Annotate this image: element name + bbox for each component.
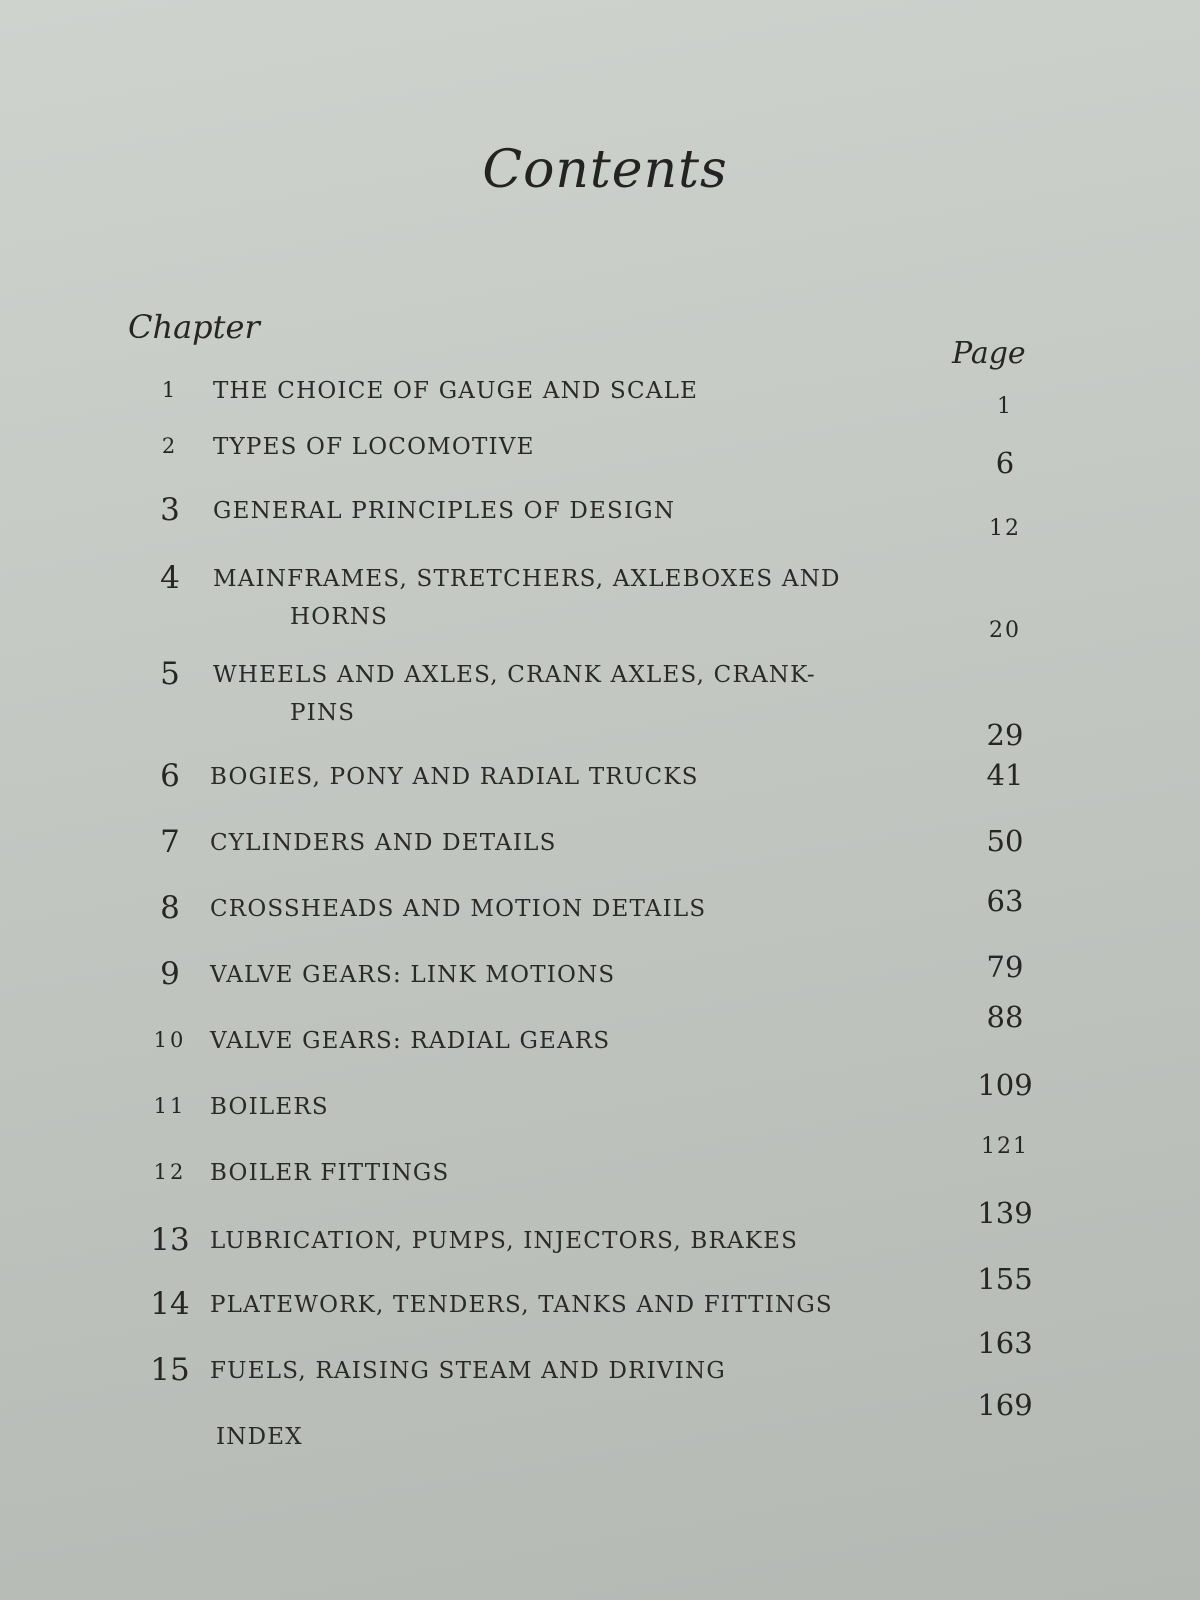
chapter-number: 10: [153, 1028, 187, 1052]
page-number: 41: [986, 758, 1024, 792]
page-number: 121: [981, 1134, 1029, 1159]
chapter-title: VALVE GEARS: LINK MOTIONS: [210, 962, 616, 988]
page-number: 12: [989, 516, 1021, 541]
chapter-title: TYPES OF LOCOMOTIVE: [213, 434, 535, 460]
page-number: 6: [995, 446, 1015, 480]
chapter-title: BOGIES, PONY AND RADIAL TRUCKS: [210, 764, 699, 790]
chapter-number: 15: [150, 1352, 190, 1388]
chapter-title: MAINFRAMES, STRETCHERS, AXLEBOXES AND HORNS: [213, 566, 841, 630]
chapter-title: BOILER FITTINGS: [210, 1160, 450, 1186]
chapter-number: 4: [160, 560, 180, 596]
page-number: 1: [997, 394, 1013, 419]
chapter-number: 5: [160, 656, 180, 692]
chapter-column-heading: Chapter: [128, 308, 260, 346]
page-number: 29: [986, 718, 1024, 752]
page-number: 169: [977, 1388, 1033, 1422]
chapter-number: 3: [160, 492, 180, 528]
page-column-heading: Page: [952, 336, 1026, 371]
page-number: 155: [977, 1262, 1033, 1296]
chapter-title: LUBRICATION, PUMPS, INJECTORS, BRAKES: [210, 1228, 799, 1254]
page-number: 50: [986, 824, 1024, 858]
chapter-title: THE CHOICE OF GAUGE AND SCALE: [213, 378, 699, 404]
page-number: 79: [986, 950, 1024, 984]
page-title: Contents: [482, 140, 728, 200]
chapter-title: WHEELS AND AXLES, CRANK AXLES, CRANK- PINS: [213, 662, 816, 726]
chapter-number: 8: [160, 890, 180, 926]
chapter-number: 9: [160, 956, 180, 992]
chapter-number: 13: [150, 1222, 190, 1258]
chapter-title: VALVE GEARS: RADIAL GEARS: [210, 1028, 611, 1054]
chapter-title: FUELS, RAISING STEAM AND DRIVING: [210, 1358, 726, 1384]
page-number: 163: [977, 1326, 1033, 1360]
page-number: 139: [977, 1196, 1033, 1230]
chapter-title: CROSSHEADS AND MOTION DETAILS: [210, 896, 707, 922]
page-number: 109: [977, 1068, 1033, 1102]
page-number: 63: [986, 884, 1024, 918]
page-number: 88: [986, 1000, 1024, 1034]
page-number: 20: [989, 618, 1021, 643]
chapter-number: 2: [161, 434, 179, 458]
chapter-title: CYLINDERS AND DETAILS: [210, 830, 557, 856]
index-title: INDEX: [216, 1424, 303, 1450]
chapter-title: PLATEWORK, TENDERS, TANKS AND FITTINGS: [210, 1292, 833, 1318]
chapter-number: 1: [161, 378, 179, 402]
chapter-title: BOILERS: [210, 1094, 329, 1120]
chapter-number: 7: [160, 824, 180, 860]
chapter-number: 6: [160, 758, 180, 794]
chapter-number: 11: [153, 1094, 187, 1118]
chapter-title: GENERAL PRINCIPLES OF DESIGN: [213, 498, 676, 524]
chapter-number: 12: [153, 1160, 187, 1184]
chapter-number: 14: [150, 1286, 190, 1322]
